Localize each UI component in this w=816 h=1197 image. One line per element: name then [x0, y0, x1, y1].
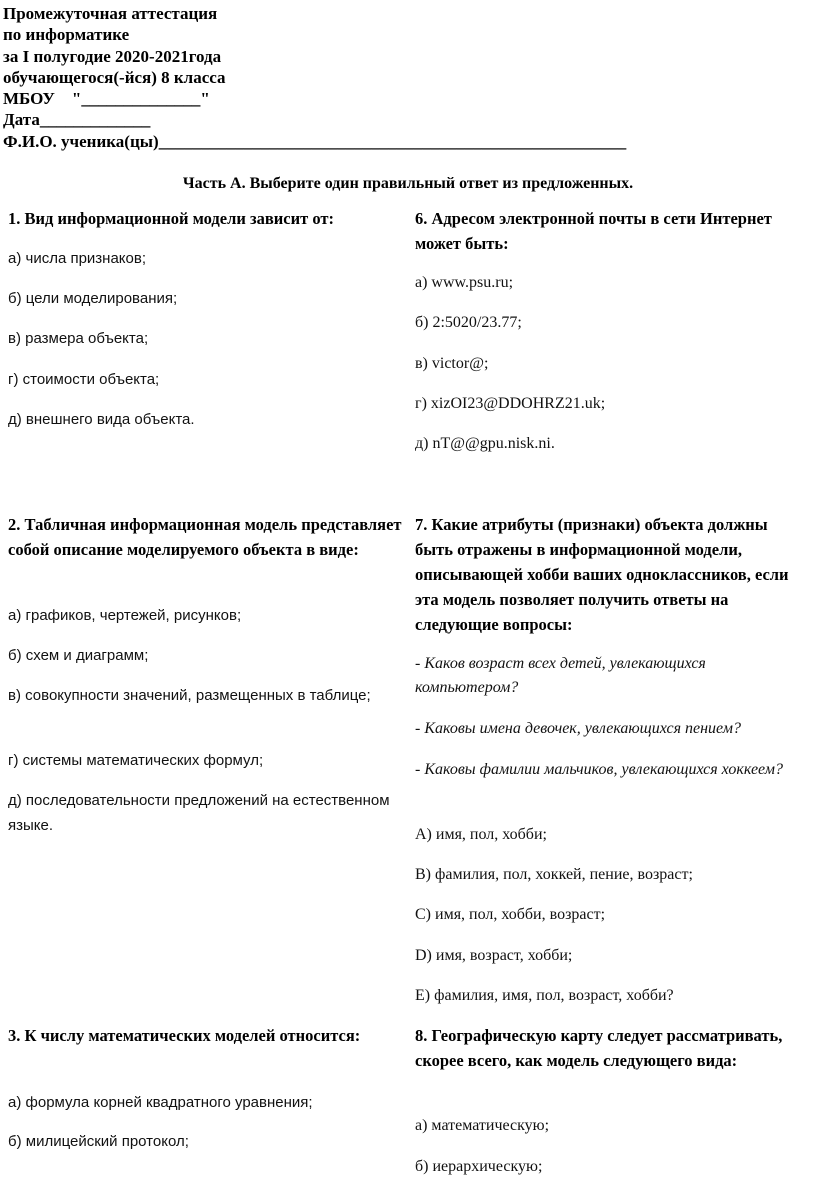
q2-option-d: г) системы математических формул; [8, 752, 264, 769]
question-2 [8, 512, 406, 562]
q8-option-a: а) математическую; [415, 1117, 550, 1134]
q7-subquestion-2: - Каковы имена девочек, увлекающихся пением? [415, 720, 741, 737]
q7-subquestion-1: - Каков возраст всех детей, увлекающихся компьютером? [415, 655, 706, 696]
q1-option-b: б) цели моделирования; [8, 290, 178, 307]
q6-option-e: д) nT@@gpu.nisk.ni. [415, 435, 555, 452]
q7-option-e: Е) фамилия, имя, пол, возраст, хобби? [415, 987, 674, 1004]
q8-option-b: б) иерархическую; [415, 1158, 543, 1175]
question-6-title: 6. Адресом электронной почты в сети Интернет может быть: [415, 209, 772, 253]
question-3 [8, 1023, 406, 1048]
question-7-title: 7. Какие атрибуты (признаки) объекта должны быть отражены в информационной модели, описывающей хобби ваших одноклассников, если эта модель позволяет получить ответы на следующие вопросы: [415, 515, 789, 634]
header-grade: обучающегося(-йся) 8 класса [3, 67, 226, 87]
question-6 [415, 206, 807, 256]
question-7 [415, 512, 807, 637]
q1-option-d: г) стоимости объекта; [8, 371, 160, 388]
q6-option-d: г) xizOI23@DDOHRZ21.uk; [415, 395, 606, 412]
q7-option-d: D) имя, возраст, хобби; [415, 947, 573, 964]
header-period: за I полугодие 2020-2021года [3, 46, 222, 66]
q7-option-a: А) имя, пол, хобби; [415, 826, 547, 843]
part-a-title: Часть А. Выберите один правильный ответ из предложенных. [182, 175, 634, 192]
q1-option-c: в) размера объекта; [8, 330, 149, 347]
header-date: Дата_____________ [3, 110, 151, 130]
q6-option-a: а) www.psu.ru; [415, 274, 514, 291]
q2-option-e: д) последовательности предложений на естественном языке. [8, 792, 390, 834]
header-student-name: Ф.И.О. ученика(цы)_______________________________________________________ [3, 131, 627, 151]
q6-option-c: в) victor@; [415, 355, 489, 372]
header-subject: по информатике [3, 25, 130, 45]
q7-subquestion-3: - Каковы фамилии мальчиков, увлекающихся хоккеем? [415, 761, 783, 778]
question-1 [8, 206, 406, 231]
q7-option-c: С) имя, пол, хобби, возраст; [415, 906, 606, 923]
question-1-title: 1. Вид информационной модели зависит от: [8, 209, 334, 228]
q3-option-a: а) формула корней квадратного уравнения; [8, 1094, 313, 1111]
q2-option-c: в) совокупности значений, размещенных в таблице; [8, 687, 371, 704]
question-8 [415, 1023, 807, 1073]
q1-option-a: а) числа признаков; [8, 250, 147, 267]
question-3-title: 3. К числу математических моделей относится: [8, 1026, 361, 1045]
question-8-title: 8. Географическую карту следует рассматривать, скорее всего, как модель следующего вида: [415, 1026, 783, 1070]
question-2-title: 2. Табличная информационная модель представляет собой описание моделируемого объекта в виде: [8, 515, 402, 559]
q2-option-b: б) схем и диаграмм; [8, 647, 149, 664]
header-school: МБОУ "______________" [3, 89, 210, 109]
q6-option-b: б) 2:5020/23.77; [415, 314, 522, 331]
header-title: Промежуточная аттестация [3, 4, 218, 23]
q3-option-b: б) милицейский протокол; [8, 1133, 189, 1150]
q1-option-e: д) внешнего вида объекта. [8, 411, 195, 428]
header-block [3, 3, 626, 152]
q7-option-b: В) фамилия, пол, хоккей, пение, возраст; [415, 866, 693, 883]
q2-option-a: а) графиков, чертежей, рисунков; [8, 607, 242, 624]
